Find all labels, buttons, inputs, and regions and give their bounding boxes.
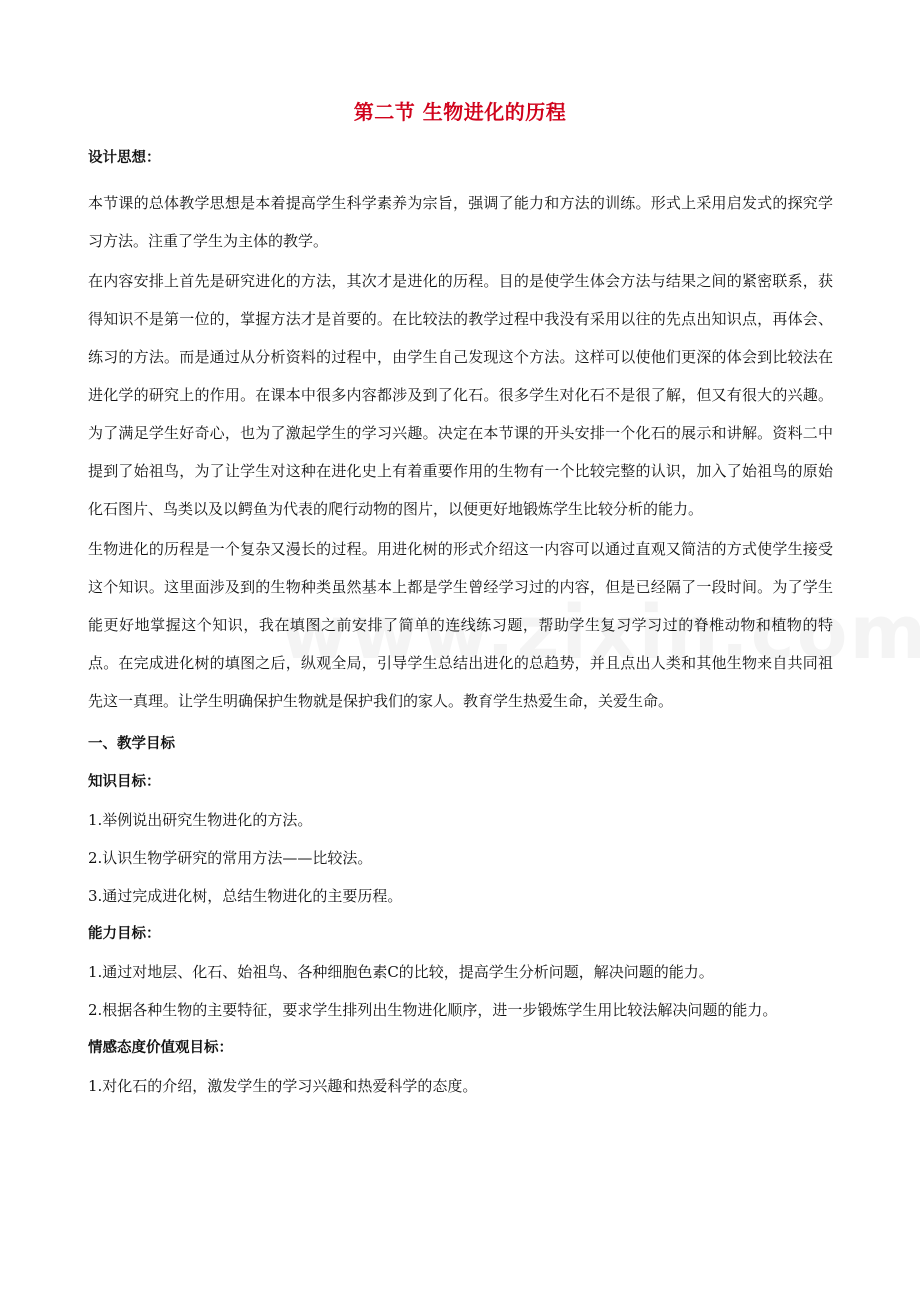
section-heading-teaching-goals: 一、教学目标 bbox=[88, 736, 175, 752]
knowledge-item: 2.认识生物学研究的常用方法——比较法。 bbox=[88, 849, 373, 867]
design-paragraph-3: 生物进化的历程是一个复杂又漫长的过程。用进化树的形式介绍这一内容可以通过直观又简洁的方式使学生接受这个知识。这里面涉及到的生物种类虽然基本上都是学生曾经学习过的内容，但是已经隔了一段时间。为了学生能更好地掌握这个知识，我在填图之前安排了简单的连线练习题，帮助学生复习学习过的脊椎动物和植物的特点。在完成进化树的填图之后，纵观全局，引导学生总结出进化的总趋势，并且点出人类和其他生物来自共同祖先这一真理。让学生明确保护生物就是保护我们的家人。教育学生热爱生命，关爱生命。 bbox=[88, 540, 833, 710]
design-paragraph-1: 本节课的总体教学思想是本着提高学生科学素养为宗旨，强调了能力和方法的训练。形式上采用启发式的探究学习方法。注重了学生为主体的教学。 bbox=[88, 194, 833, 250]
design-paragraph-2: 在内容安排上首先是研究进化的方法，其次才是进化的历程。目的是使学生体会方法与结果之间的紧密联系，获得知识不是第一位的，掌握方法才是首要的。在比较法的教学过程中我没有采用以往的先点出知识点，再体会、练习的方法。而是通过从分析资料的过程中，由学生自己发现这个方法。这样可以使他们更深的体会到比较法在进化学的研究上的作用。在课本中很多内容都涉及到了化石。很多学生对化石不是很了解，但又有很大的兴趣。为了满足学生好奇心，也为了激起学生的学习兴趣。决定在本节课的开头安排一个化石的展示和讲解。资料二中提到了始祖鸟，为了让学生对这种在进化史上有着重要作用的生物有一个比较完整的认识，加入了始祖鸟的原始化石图片、鸟类以及以鳄鱼为代表的爬行动物的图片，以便更好地锻炼学生比较分析的能力。 bbox=[88, 272, 833, 518]
design-heading: 设计思想： bbox=[88, 150, 161, 166]
emotion-item: 1.对化石的介绍，激发学生的学习兴趣和热爱科学的态度。 bbox=[88, 1077, 478, 1095]
ability-item: 1.通过对地层、化石、始祖鸟、各种细胞色素C的比较，提高学生分析问题，解决问题的能力。 bbox=[88, 963, 714, 981]
document-body bbox=[88, 146, 833, 1112]
page-title: 第二节 生物进化的历程 bbox=[353, 100, 567, 124]
knowledge-goals-heading: 知识目标： bbox=[88, 774, 161, 790]
ability-goals-heading: 能力目标： bbox=[88, 926, 161, 942]
knowledge-item: 3.通过完成进化树，总结生物进化的主要历程。 bbox=[88, 887, 403, 905]
knowledge-item: 1.举例说出研究生物进化的方法。 bbox=[88, 811, 313, 829]
ability-item: 2.根据各种生物的主要特征，要求学生排列出生物进化顺序，进一步锻炼学生用比较法解决问题的能力。 bbox=[88, 1001, 778, 1019]
emotion-goals-heading: 情感态度价值观目标： bbox=[88, 1040, 233, 1056]
